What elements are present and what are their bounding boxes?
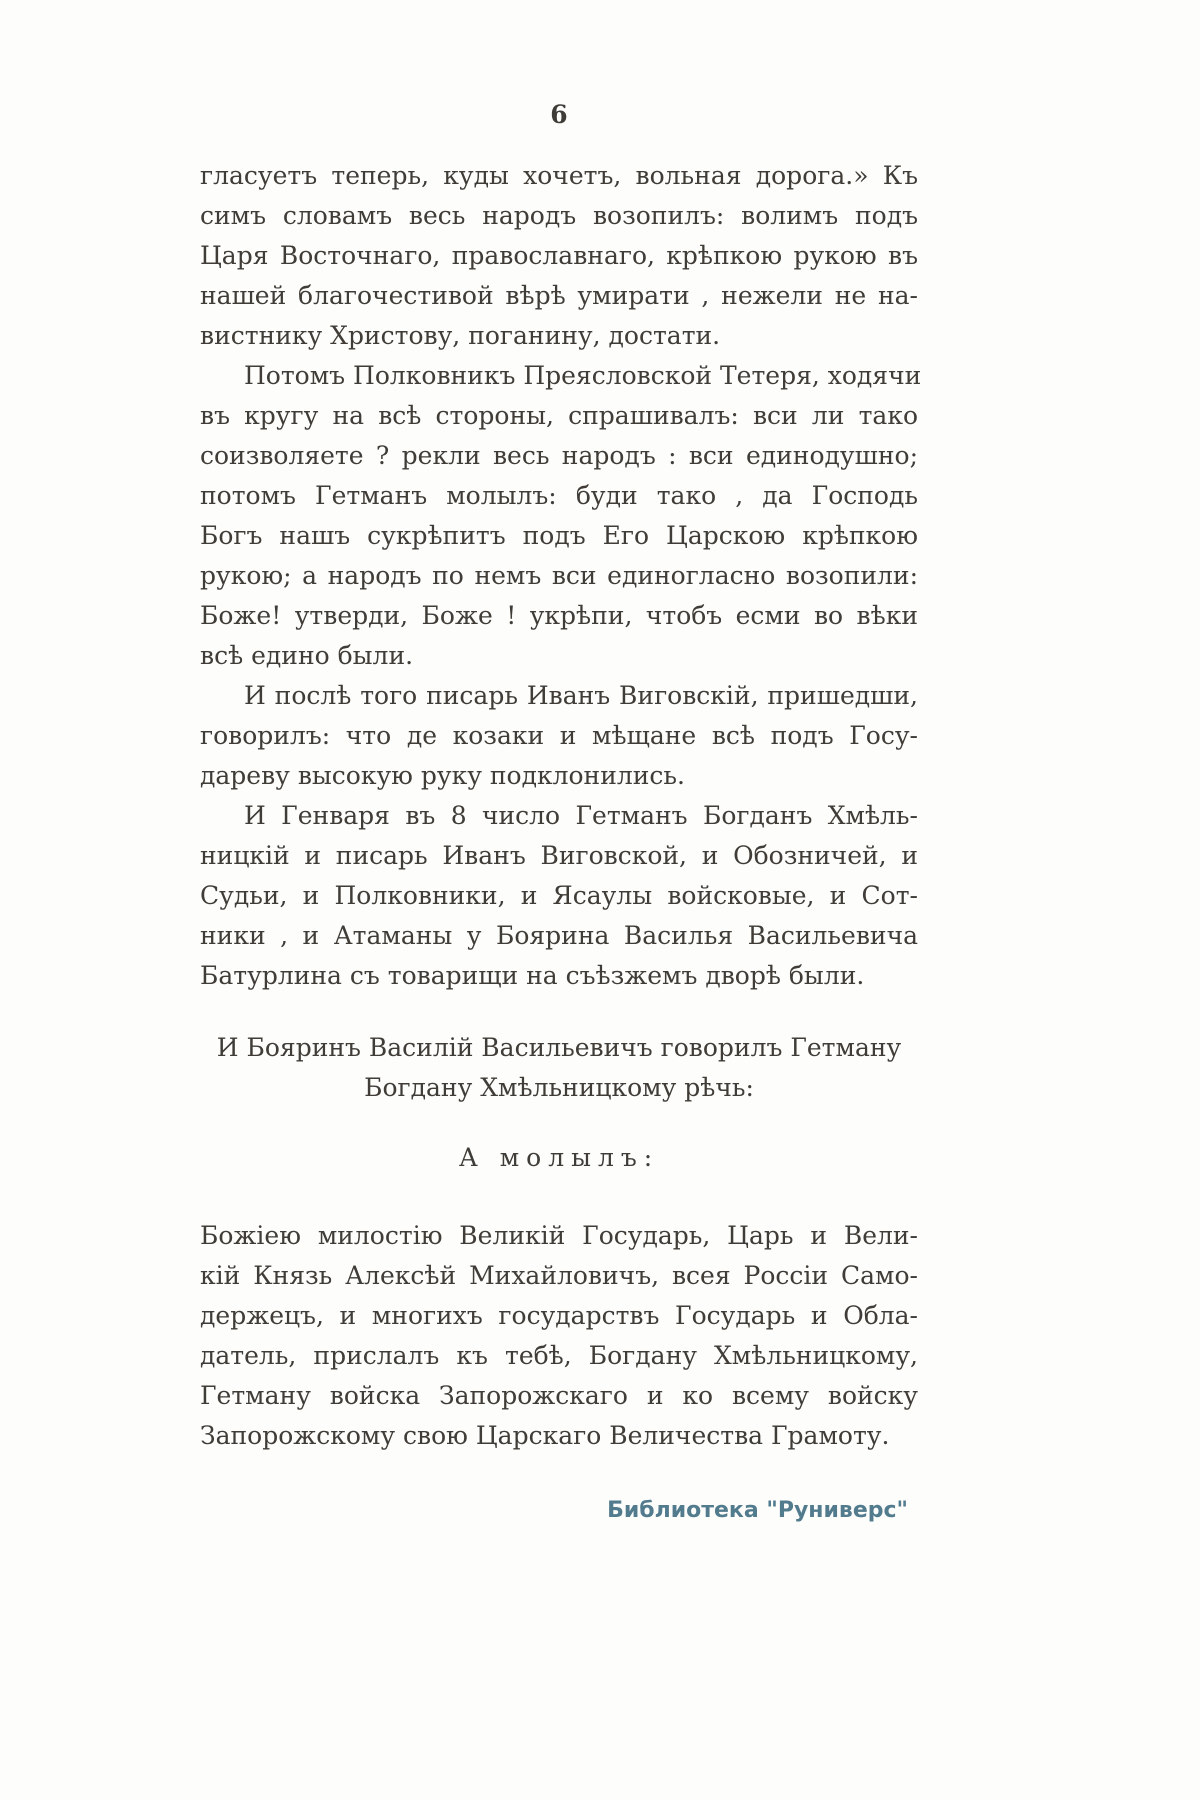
text-line: рукою; а народъ по немъ вси единогласно возопили: xyxy=(200,561,918,590)
library-watermark: Библиотека "Руниверс" xyxy=(607,1498,908,1523)
text-line: И послѣ того писарь Иванъ Виговскій, пришедши, xyxy=(244,681,918,710)
text-line: нашей благочестивой вѣрѣ умирати , нежели не на- xyxy=(200,281,918,310)
text-line: Судьи, и Полковники, и Ясаулы войсковые, и Сот- xyxy=(200,881,918,910)
text-line: дареву высокую руку подклонились. xyxy=(200,761,685,790)
text-line: И Бояринъ Василій Васильевичъ говорилъ Гетману xyxy=(216,1033,902,1062)
text-line: Божіею милостію Великій Государь, Царь и Вели- xyxy=(200,1221,918,1250)
text-line: Царя Восточнаго, православнаго, крѣпкою рукою въ xyxy=(200,241,918,270)
text-line: симъ словамъ весь народъ возопилъ: волимъ подъ xyxy=(200,201,918,230)
text-line: Батурлина съ товарищи на съѣзжемъ дворѣ были. xyxy=(200,961,865,990)
text-line: Боже! утверди, Боже ! укрѣпи, чтобъ есми во вѣки xyxy=(200,601,918,630)
text-line: потомъ Гетманъ молылъ: буди тако , да Господь xyxy=(200,481,918,510)
text-line: датель, прислалъ къ тебѣ, Богдану Хмѣльницкому, xyxy=(200,1341,918,1370)
page-number: 6 xyxy=(550,100,568,129)
text-line: Богъ нашъ сукрѣпитъ подъ Его Царскою крѣпкою xyxy=(200,521,918,550)
text-line: кій Князь Алексѣй Михайловичъ, всея Россіи Само- xyxy=(200,1261,918,1290)
paragraph xyxy=(200,676,918,796)
text-line: въ кругу на всѣ стороны, спрашивалъ: вси ли тако xyxy=(200,401,918,430)
text-line: ницкій и писарь Иванъ Виговской, и Обозничей, и xyxy=(200,841,918,870)
paragraph xyxy=(200,156,918,356)
text-line: И Генваря въ 8 число Гетманъ Богданъ Хмѣль- xyxy=(244,801,918,830)
paragraph xyxy=(200,1216,918,1456)
speech-intro xyxy=(200,1028,918,1108)
text-line: соизволяете ? рекли весь народъ : вси единодушно; xyxy=(200,441,918,470)
text-line: всѣ едино были. xyxy=(200,641,414,670)
text-line: говорилъ: что де козаки и мѣщане всѣ подъ Госу- xyxy=(200,721,918,750)
section-heading: А молылъ: xyxy=(458,1143,660,1172)
text-line: гласуетъ теперь, куды хочетъ, вольная дорога.» Къ xyxy=(200,161,918,190)
text-line: вистнику Христову, поганину, достати. xyxy=(200,321,721,350)
text-line: Гетману войска Запорожскаго и ко всему войску xyxy=(200,1381,918,1410)
text-line: Богдану Хмѣльницкому рѣчь: xyxy=(364,1073,754,1102)
text-line: Запорожскому свою Царскаго Величества Грамоту. xyxy=(200,1421,890,1450)
paragraph xyxy=(200,796,918,996)
text-line: ники , и Атаманы у Боярина Василья Васильевича xyxy=(200,921,918,950)
text-line: держецъ, и многихъ государствъ Государь и Обла- xyxy=(200,1301,918,1330)
text-line: Потомъ Полковникъ Преясловской Тетеря, ходячи xyxy=(244,361,922,390)
paragraph xyxy=(200,356,922,676)
text-block xyxy=(200,156,922,1456)
